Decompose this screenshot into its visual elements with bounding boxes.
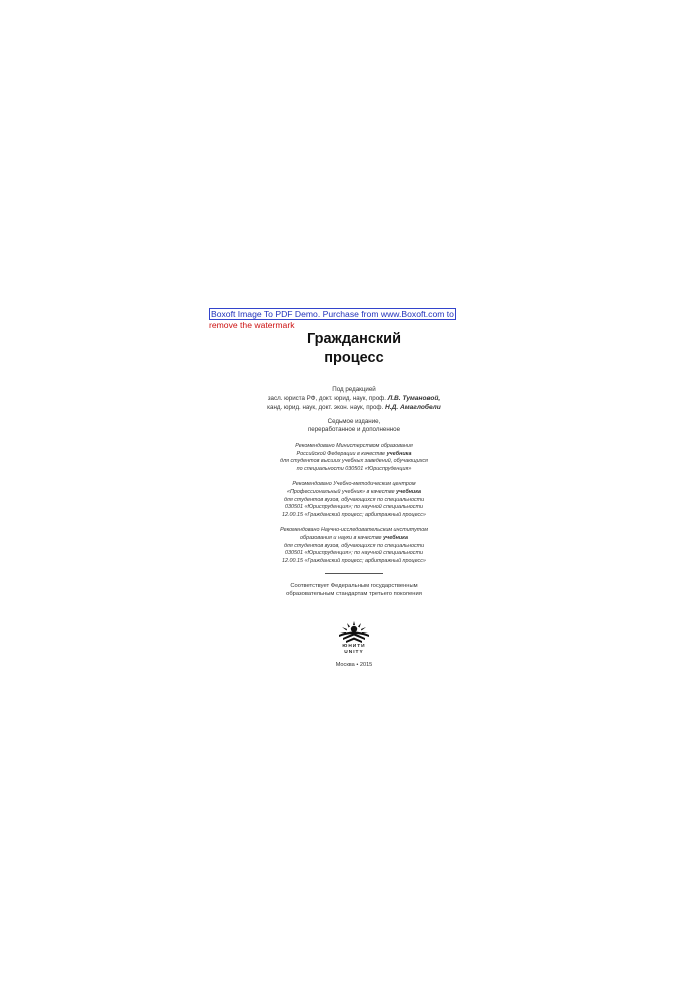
rec-line: 12.00.15 «Гражданский процесс; арбитражный процесс» bbox=[282, 511, 426, 518]
watermark bbox=[209, 308, 453, 330]
publisher-name-ru: ЮНИТИ bbox=[342, 644, 366, 650]
editor-1 bbox=[239, 394, 469, 403]
editors-block bbox=[239, 385, 469, 412]
editor-2-name: Н.Д. Амаглобели bbox=[384, 404, 441, 411]
rec-line: 12.00.15 «Гражданский процесс; арбитражный процесс» bbox=[282, 557, 426, 564]
book-title-line-2: процесс bbox=[324, 350, 384, 366]
logo-emblem-icon bbox=[336, 620, 372, 644]
rec-line: 030501 «Юриспруденция»; по научной специальности bbox=[285, 550, 423, 557]
publisher-name bbox=[334, 644, 374, 656]
rec-line: 030501 «Юриспруденция»; по научной специальности bbox=[285, 504, 423, 511]
editor-2 bbox=[239, 403, 469, 412]
emphasis-textbook: учебника bbox=[386, 450, 412, 457]
rec-line: по специальности 030501 «Юриспруденция» bbox=[296, 465, 412, 472]
standards-note bbox=[239, 582, 469, 598]
recommendations bbox=[239, 443, 469, 565]
book-title bbox=[239, 330, 469, 368]
recommendation-3 bbox=[239, 527, 469, 565]
editor-2-credentials: канд. юрид. наук, докт. экон. наук, проф. bbox=[267, 404, 384, 411]
recommendation-1 bbox=[239, 443, 469, 473]
unity-publisher-logo-icon bbox=[334, 620, 374, 656]
standards-line-1: Соответствует Федеральным государственным bbox=[290, 583, 418, 590]
city-year: Москва • 2015 bbox=[335, 662, 373, 669]
emphasis-textbook: учебника bbox=[383, 534, 408, 541]
rec-line: для студентов вузов, обучающихся по специальности bbox=[283, 542, 425, 549]
editor-1-name: Л.В. Тумановой, bbox=[387, 395, 441, 402]
title-page bbox=[239, 330, 469, 669]
watermark-line-1: Boxoft Image To PDF Demo. Purchase from www.Boxoft.com to bbox=[211, 309, 454, 319]
divider bbox=[325, 573, 383, 574]
book-title-line-1: Гражданский bbox=[306, 331, 402, 347]
rec-line: Рекомендовано Научно-исследовательским институтом bbox=[280, 527, 428, 534]
rec-line: образования и науки в качестве учебника bbox=[300, 534, 408, 541]
rec-line: Российской Федерации в качестве учебника bbox=[296, 450, 412, 457]
rec-line: Рекомендовано Учебно-методическим центром bbox=[292, 481, 416, 488]
edition-line-1: Седьмое издание, bbox=[327, 418, 381, 425]
recommendation-2 bbox=[239, 481, 469, 519]
rec-line: для студентов вузов, обучающихся по специальности bbox=[283, 496, 425, 503]
editor-1-credentials: засл. юриста РФ, докт. юрид. наук, проф. bbox=[267, 395, 386, 402]
editors-heading: Под редакцией bbox=[332, 386, 376, 393]
standards-line-2: образовательным стандартам третьего поколения bbox=[286, 591, 422, 598]
rec-line: «Профессиональный учебник» в качестве учебника bbox=[286, 488, 421, 495]
edition-line-2: переработанное и дополненное bbox=[307, 426, 401, 433]
rec-line: Рекомендовано Министерством образования bbox=[295, 443, 413, 449]
edition-note bbox=[239, 418, 469, 434]
rec-line: для студентов высших учебных заведений, обучающихся bbox=[280, 458, 428, 465]
publisher-name-en: UNITY bbox=[344, 650, 364, 656]
watermark-line-2: remove the watermark bbox=[209, 320, 295, 330]
emphasis-textbook: учебника bbox=[396, 488, 421, 495]
